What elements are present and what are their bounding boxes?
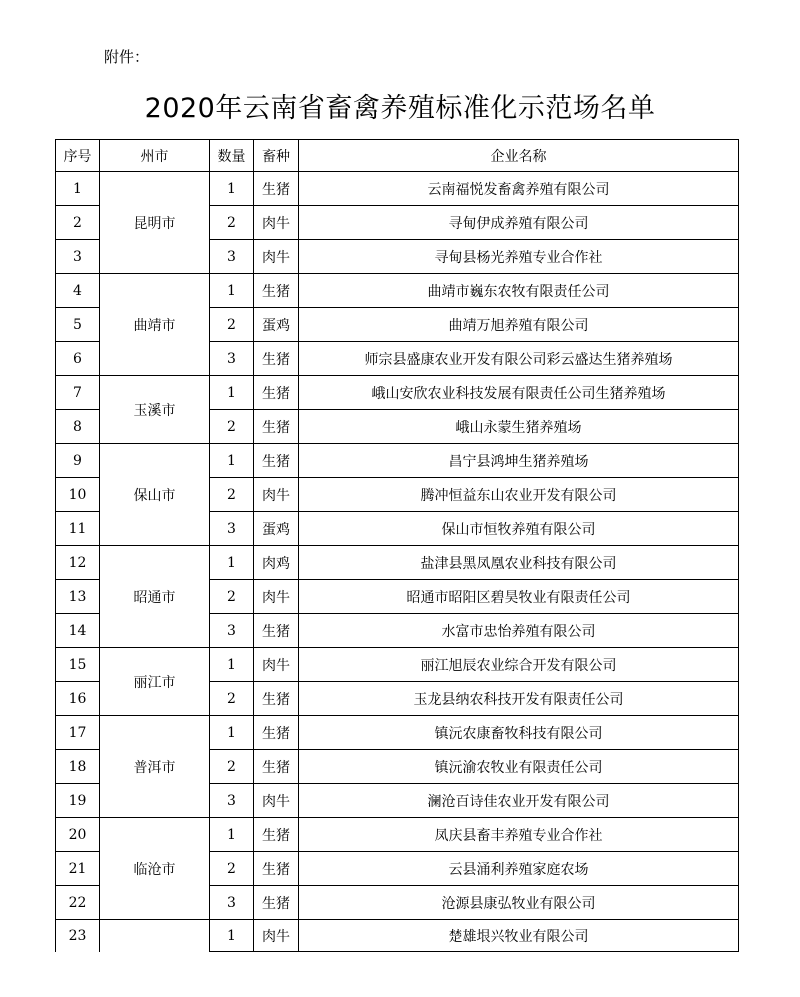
row-livestock: 生猪 (254, 410, 299, 444)
row-count: 1 (210, 274, 254, 308)
city-cell: 普洱市 (100, 716, 210, 818)
row-count: 3 (210, 342, 254, 376)
row-count: 3 (210, 614, 254, 648)
row-count: 3 (210, 886, 254, 920)
row-company: 水富市忠怡养殖有限公司 (299, 614, 739, 648)
city-cell: 昭通市 (100, 546, 210, 648)
header-company: 企业名称 (299, 140, 739, 172)
table-row (56, 274, 739, 308)
row-index: 12 (56, 546, 100, 580)
row-livestock: 生猪 (254, 342, 299, 376)
row-count: 3 (210, 240, 254, 274)
row-livestock: 生猪 (254, 852, 299, 886)
row-count: 2 (210, 308, 254, 342)
row-count: 1 (210, 716, 254, 750)
row-livestock: 肉牛 (254, 920, 299, 952)
row-company: 澜沧百诗佳农业开发有限公司 (299, 784, 739, 818)
header-city: 州市 (100, 140, 210, 172)
row-index: 19 (56, 784, 100, 818)
row-livestock: 肉鸡 (254, 546, 299, 580)
row-index: 14 (56, 614, 100, 648)
row-count: 1 (210, 920, 254, 952)
table-row (56, 172, 739, 206)
table-row (56, 376, 739, 410)
row-livestock: 生猪 (254, 274, 299, 308)
row-count: 1 (210, 444, 254, 478)
row-index: 3 (56, 240, 100, 274)
row-index: 22 (56, 886, 100, 920)
row-company: 镇沅渝农牧业有限责任公司 (299, 750, 739, 784)
row-index: 11 (56, 512, 100, 546)
city-cell: 临沧市 (100, 818, 210, 920)
row-index: 6 (56, 342, 100, 376)
header-index: 序号 (56, 140, 100, 172)
row-index: 13 (56, 580, 100, 614)
row-livestock: 生猪 (254, 716, 299, 750)
row-index: 23 (56, 920, 100, 952)
row-company: 沧源县康弘牧业有限公司 (299, 886, 739, 920)
row-count: 1 (210, 648, 254, 682)
row-company: 寻甸伊成养殖有限公司 (299, 206, 739, 240)
farm-list-table (55, 139, 739, 952)
city-cell: 玉溪市 (100, 376, 210, 444)
row-index: 10 (56, 478, 100, 512)
row-index: 16 (56, 682, 100, 716)
row-count: 2 (210, 682, 254, 716)
row-company: 曲靖万旭养殖有限公司 (299, 308, 739, 342)
row-company: 凤庆县畜丰养殖专业合作社 (299, 818, 739, 852)
row-company: 丽江旭辰农业综合开发有限公司 (299, 648, 739, 682)
row-count: 1 (210, 172, 254, 206)
row-livestock: 肉牛 (254, 784, 299, 818)
row-count: 1 (210, 376, 254, 410)
row-count: 3 (210, 784, 254, 818)
row-index: 5 (56, 308, 100, 342)
row-count: 2 (210, 750, 254, 784)
row-company: 云南福悦发畜禽养殖有限公司 (299, 172, 739, 206)
row-index: 7 (56, 376, 100, 410)
row-count: 2 (210, 478, 254, 512)
row-livestock: 生猪 (254, 172, 299, 206)
row-index: 1 (56, 172, 100, 206)
document-title: 2020年云南省畜禽养殖标准化示范场名单 (144, 93, 656, 124)
row-company: 峨山安欣农业科技发展有限责任公司生猪养殖场 (299, 376, 739, 410)
table-row (56, 716, 739, 750)
row-count: 3 (210, 512, 254, 546)
table-row (56, 546, 739, 580)
city-cell: 昆明市 (100, 172, 210, 274)
row-company: 镇沅农康畜牧科技有限公司 (299, 716, 739, 750)
row-livestock: 生猪 (254, 444, 299, 478)
row-livestock: 蛋鸡 (254, 512, 299, 546)
row-company: 师宗县盛康农业开发有限公司彩云盛达生猪养殖场 (299, 342, 739, 376)
row-company: 保山市恒牧养殖有限公司 (299, 512, 739, 546)
row-livestock: 肉牛 (254, 240, 299, 274)
row-livestock: 肉牛 (254, 648, 299, 682)
row-company: 寻甸县杨光养殖专业合作社 (299, 240, 739, 274)
table-row (56, 920, 739, 952)
row-livestock: 肉牛 (254, 206, 299, 240)
row-index: 15 (56, 648, 100, 682)
row-livestock: 生猪 (254, 376, 299, 410)
row-index: 17 (56, 716, 100, 750)
row-livestock: 生猪 (254, 682, 299, 716)
row-company: 玉龙县纳农科技开发有限责任公司 (299, 682, 739, 716)
row-count: 2 (210, 206, 254, 240)
row-index: 9 (56, 444, 100, 478)
row-company: 盐津县黑凤凰农业科技有限公司 (299, 546, 739, 580)
row-index: 18 (56, 750, 100, 784)
table-body (56, 172, 739, 952)
header-livestock: 畜种 (254, 140, 299, 172)
row-company: 峨山永蒙生猪养殖场 (299, 410, 739, 444)
row-company: 曲靖市巍东农牧有限责任公司 (299, 274, 739, 308)
header-count: 数量 (210, 140, 254, 172)
row-company: 昭通市昭阳区碧昊牧业有限责任公司 (299, 580, 739, 614)
row-livestock: 生猪 (254, 818, 299, 852)
row-company: 楚雄垠兴牧业有限公司 (299, 920, 739, 952)
row-livestock: 蛋鸡 (254, 308, 299, 342)
table-row (56, 444, 739, 478)
row-index: 21 (56, 852, 100, 886)
row-company: 云县涌利养殖家庭农场 (299, 852, 739, 886)
row-index: 8 (56, 410, 100, 444)
row-count: 1 (210, 818, 254, 852)
table-row (56, 648, 739, 682)
row-livestock: 肉牛 (254, 580, 299, 614)
row-livestock: 肉牛 (254, 478, 299, 512)
city-cell: 保山市 (100, 444, 210, 546)
row-count: 2 (210, 410, 254, 444)
table-row (56, 818, 739, 852)
row-company: 昌宁县鸿坤生猪养殖场 (299, 444, 739, 478)
city-cell: 曲靖市 (100, 274, 210, 376)
row-livestock: 生猪 (254, 750, 299, 784)
city-cell (100, 920, 210, 952)
city-cell: 丽江市 (100, 648, 210, 716)
row-count: 1 (210, 546, 254, 580)
row-livestock: 生猪 (254, 886, 299, 920)
row-livestock: 生猪 (254, 614, 299, 648)
row-index: 20 (56, 818, 100, 852)
table-header-row (56, 140, 739, 172)
row-index: 2 (56, 206, 100, 240)
row-company: 腾冲恒益东山农业开发有限公司 (299, 478, 739, 512)
row-index: 4 (56, 274, 100, 308)
row-count: 2 (210, 580, 254, 614)
attachment-label: 附件： (104, 48, 150, 66)
row-count: 2 (210, 852, 254, 886)
